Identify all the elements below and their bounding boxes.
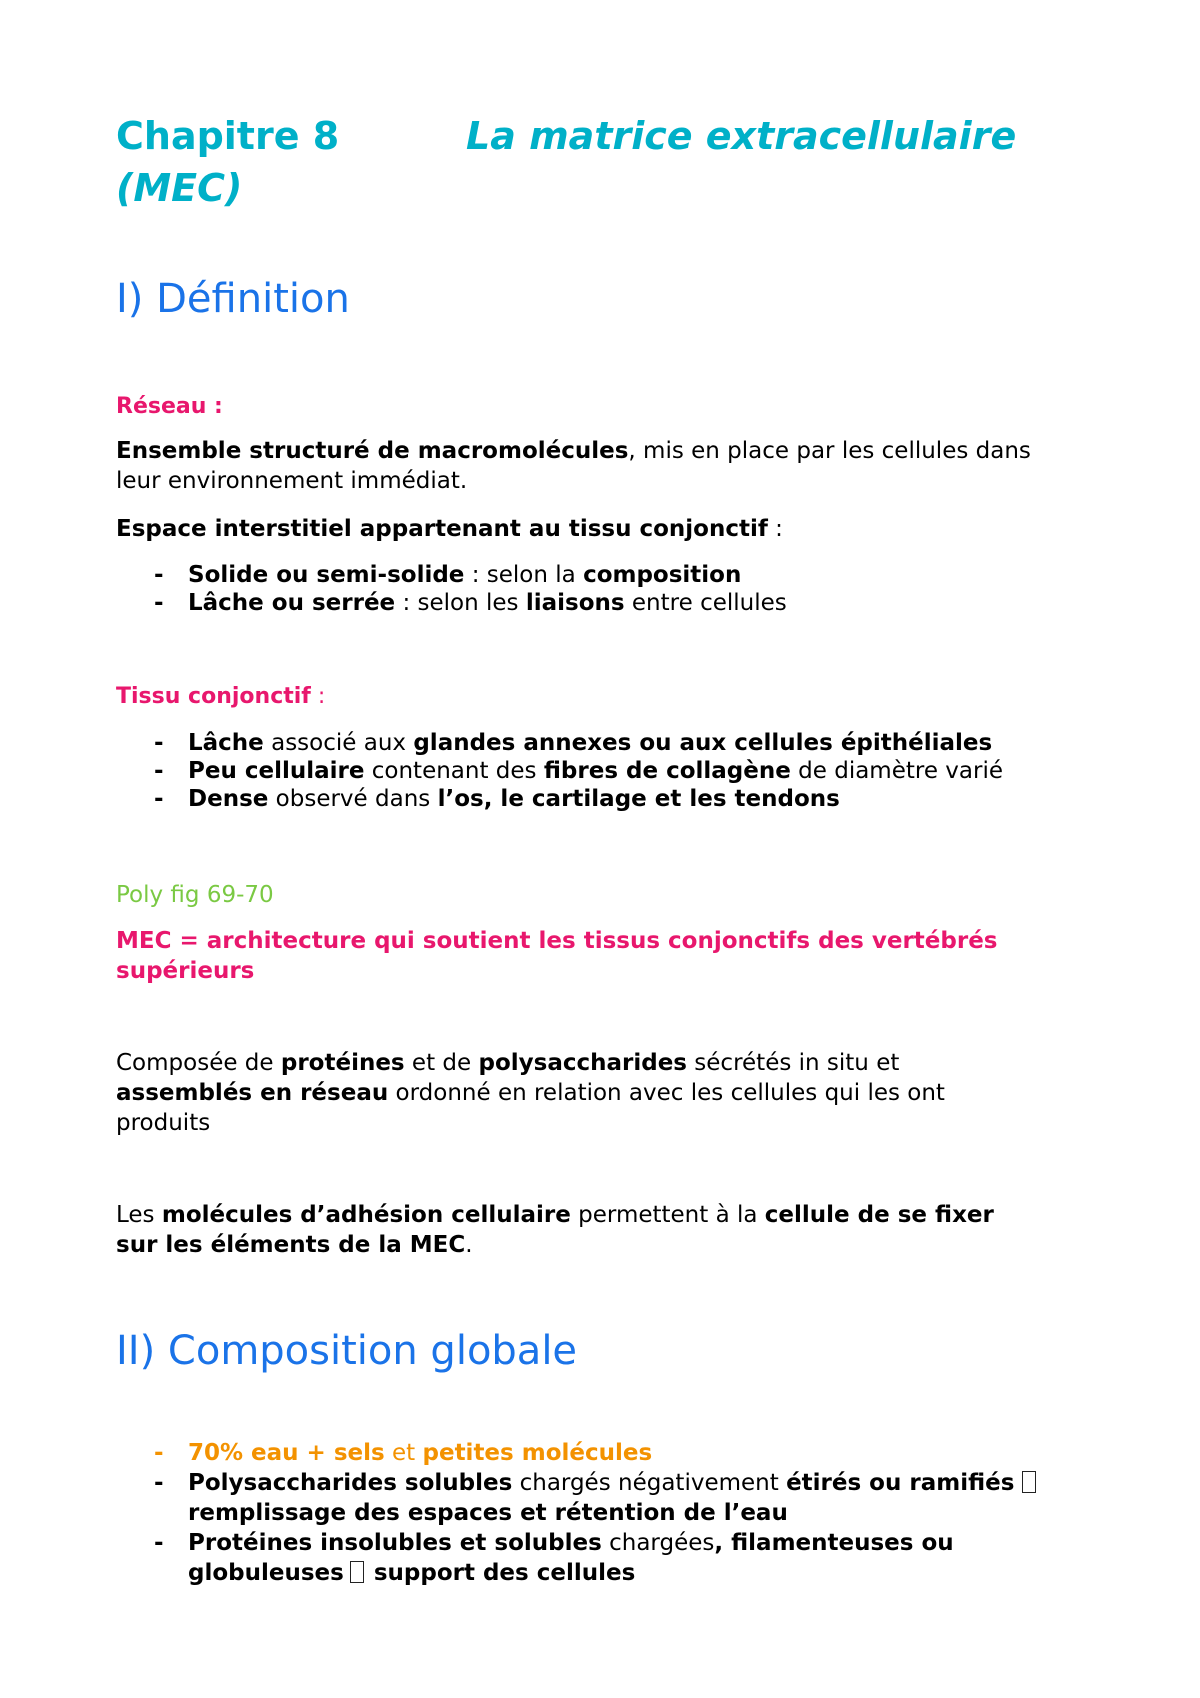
bullet-dash: - xyxy=(154,786,164,812)
chapter-title: La matrice extracellulaire xyxy=(466,114,1017,158)
paragraph-reseau-line1: Ensemble structuré de macromolécules, mis en place par les cellules dans xyxy=(116,438,1031,464)
subheading-tissu: Tissu conjonctif : xyxy=(116,684,326,709)
paragraph-reseau-line2: leur environnement immédiat. xyxy=(116,468,468,494)
mec-definition-line2: supérieurs xyxy=(116,958,255,984)
bullet-dash: - xyxy=(154,1530,164,1556)
list-item-composition-3: Protéines insolubles et solubles chargées, filamenteuses ou xyxy=(188,1530,954,1556)
bullet-dash: - xyxy=(154,758,164,784)
list-item-composition-1: 70% eau + sels et petites molécules xyxy=(188,1440,653,1466)
paragraph-adhesion-line1: Les molécules d’adhésion cellulaire permettent à la cellule de se fixer xyxy=(116,1202,994,1228)
paragraph-composee-line3: produits xyxy=(116,1110,211,1136)
poly-reference: Poly fig 69-70 xyxy=(116,882,274,908)
list-item-tissu-1: Lâche associé aux glandes annexes ou aux cellules épithéliales xyxy=(188,730,993,756)
paragraph-composee-line1: Composée de protéines et de polysaccharides sécrétés in situ et xyxy=(116,1050,900,1076)
bullet-dash: - xyxy=(154,1470,164,1496)
section-heading-definition: I) Définition xyxy=(116,276,350,322)
paragraph-adhesion-line2: sur les éléments de la MEC. xyxy=(116,1232,473,1258)
list-item-tissu-3: Dense observé dans l’os, le cartilage et les tendons xyxy=(188,786,840,812)
bullet-dash: - xyxy=(154,730,164,756)
mec-definition-line1: MEC = architecture qui soutient les tissus conjonctifs des vertébrés xyxy=(116,928,998,954)
bullet-dash: - xyxy=(154,1440,164,1466)
bullet-dash: - xyxy=(154,590,164,616)
missing-glyph-icon xyxy=(350,1561,364,1583)
paragraph-composee-line2: assemblés en réseau ordonné en relation avec les cellules qui les ont xyxy=(116,1080,945,1106)
list-item-reseau-2: Lâche ou serrée : selon les liaisons entre cellules xyxy=(188,590,787,616)
paragraph-espace: Espace interstitiel appartenant au tissu conjonctif : xyxy=(116,516,783,542)
subheading-reseau: Réseau : xyxy=(116,394,223,419)
missing-glyph-icon xyxy=(1022,1471,1036,1493)
chapter-abbr: (MEC) xyxy=(116,166,243,210)
section-heading-composition: II) Composition globale xyxy=(116,1328,578,1374)
list-item-reseau-1: Solide ou semi-solide : selon la composition xyxy=(188,562,742,588)
list-item-composition-3-line2: globuleuses support des cellules xyxy=(188,1560,636,1586)
list-item-composition-2: Polysaccharides solubles chargés négativement étirés ou ramifiés xyxy=(188,1470,1036,1496)
chapter-label: Chapitre 8 xyxy=(116,114,340,158)
list-item-composition-2-line2: remplissage des espaces et rétention de l’eau xyxy=(188,1500,788,1526)
list-item-tissu-2: Peu cellulaire contenant des fibres de collagène de diamètre varié xyxy=(188,758,1003,784)
bullet-dash: - xyxy=(154,562,164,588)
